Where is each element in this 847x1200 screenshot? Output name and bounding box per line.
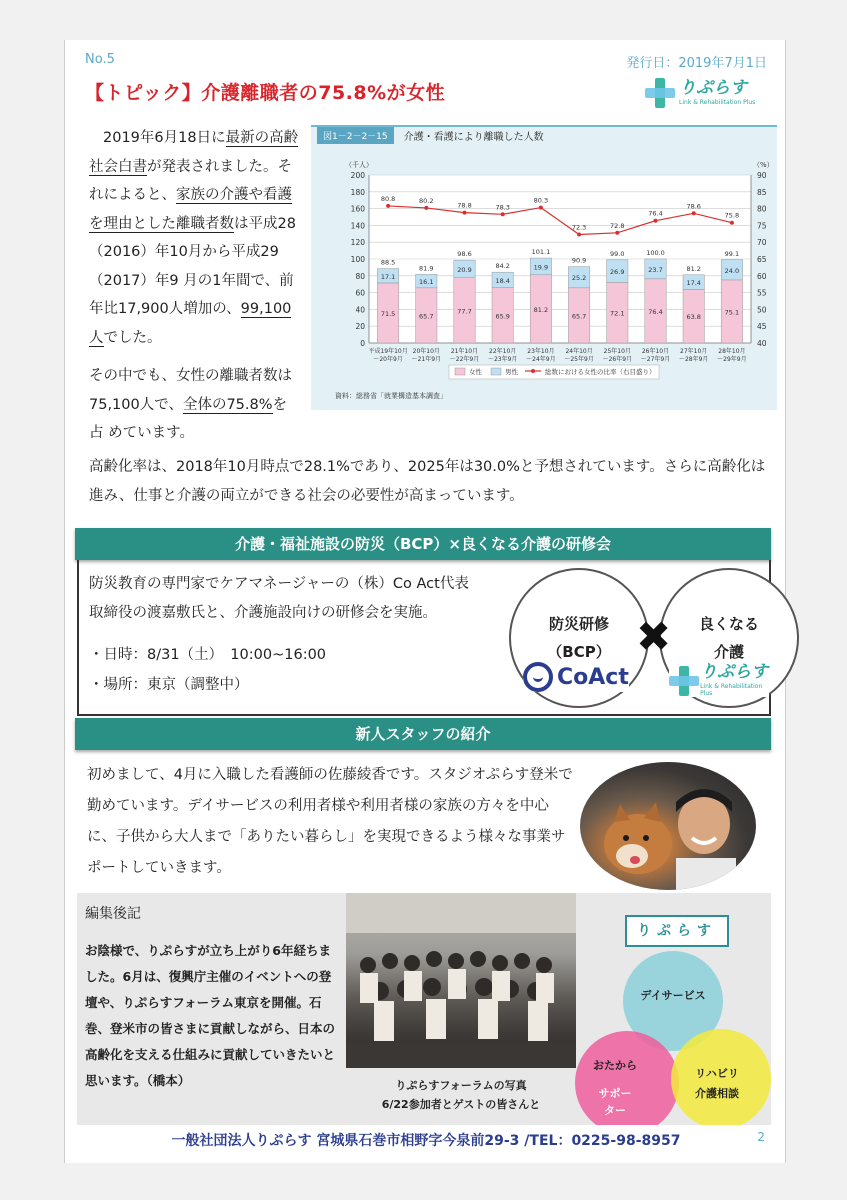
photo-caption-1: りぷらすフォーラムの写真 [395,1079,527,1092]
chart-ratio-point [386,204,390,208]
venn-label-rehab-1: リハビリ [695,1067,739,1080]
chart-x-tick-label: 23年10月 [527,348,555,355]
aging-rate-paragraph: 高齢化率は、2018年10月時点で28.1%であり、2025年は30.0%と予想されています。さらに高齢化は進み、仕事と介護の両立ができる社会の必要性が高まっています。 [89,459,766,504]
chart-ratio-label: 78.3 [495,203,510,212]
chart-figure [311,125,777,410]
bcp-details [89,640,326,700]
issue-number: No.5 [85,52,115,67]
chart-ratio-label: 72.8 [610,221,625,230]
chart-label-female: 76.4 [648,307,663,316]
chart-label-male: 25.2 [571,274,587,283]
chart-y2-tick-label: 45 [757,322,767,332]
chart-label-total: 88.5 [380,258,396,267]
intro-paragraph-1: 2019年6月18日に最新の高齢社会白書が発表されました。それによると、家族の介護や看護を理由とした離職者数は平成28（2016）年10月から平成29（2017）年9 月の1年間で、前年比17,900人増加の、99,100人でした。 [89,130,299,346]
chart-y2-tick-label: 70 [757,238,767,248]
footer-address: 一般社団法人りぷらす 宮城県石巻市相野字今泉前29-3 /TEL：0225-98-8957 [171,1133,681,1149]
chart-y2-tick-label: 60 [757,271,767,281]
chart-label-male: 23.7 [648,265,663,274]
chart-y2-tick-label: 55 [757,288,767,298]
chart-legend-ratio: 総数における女性の比率（右目盛り） [545,368,656,376]
logo-subtitle: Link & Rehabilitation Plus [679,99,756,106]
chart-ratio-point [577,232,581,236]
chart-y2-unit: （%） [753,161,774,169]
chart-label-total: 99.1 [724,249,740,258]
chart-ratio-point [654,219,658,223]
chart-y-tick-label: 20 [355,322,365,332]
chart-ratio-point [692,211,696,215]
chart-legend-marker-ratio [531,369,535,373]
chart-x-tick-label: ～29年9月 [717,356,747,363]
chart-x-tick-label: 28年10月 [718,348,746,355]
forum-group-photo [346,893,576,1068]
newsletter-page [64,40,786,1163]
chart-legend-female: 女性 [469,368,482,376]
bcp-section [77,560,771,716]
editor-note-section [77,893,771,1125]
chart-y2-tick-label: 65 [757,255,767,264]
chart-ratio-label: 80.3 [533,196,549,205]
chart-y2-tick-label: 85 [757,187,767,197]
chart-label-male: 26.9 [610,268,625,277]
cross-logo-icon [645,78,675,108]
chart-label-total: 90.9 [571,256,587,265]
chart-x-tick-label: ～24年9月 [526,356,556,363]
chart-label-male: 18.4 [495,276,510,285]
chart-label-male: 20.9 [457,265,472,274]
chart-y2-tick-label: 80 [757,204,767,214]
service-venn-diagram [565,949,771,1125]
venn-label-otakara-3: ター [604,1104,626,1117]
chart-label-male: 24.0 [724,266,740,275]
chart-ratio-point [463,211,467,215]
logo-name: りぷらす [679,78,747,98]
chart-label-total: 84.2 [495,262,510,271]
chart-y2-tick-label: 40 [757,339,767,348]
cross-mark-icon: ✖ [636,612,672,661]
chart-x-tick-label: ～28年9月 [678,356,709,363]
chart-label-female: 63.8 [686,313,701,322]
chart-legend-swatch-female [455,368,465,375]
chart-label-female: 77.7 [457,307,472,316]
chart-x-tick-label: 24年10月 [565,348,593,355]
chart-ratio-label: 75.8 [724,211,740,220]
venn-label-otakara-1: おたから [593,1059,637,1072]
coact-logo: CoAct [523,662,629,692]
chart-ratio-label: 72.3 [571,223,587,232]
chart-ratio-label: 78.6 [686,202,701,211]
ripuras-label-box: りぷらす [625,915,729,947]
chart-y-tick-label: 180 [350,187,365,197]
bcp-training-circle: 防災研修 （BCP） [509,568,649,708]
coact-smile-icon [523,662,553,692]
staff-photo-with-dog [580,762,756,890]
chart-label-female: 81.2 [533,305,549,314]
ripuras-logo-small: りぷらす Link & Rehabilitation Plus [669,664,769,697]
bcp-date: ・日時：8/31（土） 10:00~16:00 [89,647,327,663]
chart-x-tick-label: ～22年9月 [449,356,480,363]
chart-label-total: 100.0 [646,248,665,257]
chart-y-tick-label: 120 [350,238,365,248]
chart-label-male: 17.1 [380,272,396,281]
cross-logo-icon [669,666,696,696]
chart-source: 資料：総務省「就業構造基本調査」 [335,392,447,400]
chart-label-total: 81.2 [686,264,701,273]
chart-ratio-point [424,206,428,210]
bar-line-chart [311,125,777,410]
chart-y2-tick-label: 90 [757,171,767,180]
page-number: 2 [757,1130,765,1144]
chart-y-tick-label: 0 [360,339,365,348]
chart-label-total: 101.1 [531,248,551,257]
photo-caption-2: 6/22参加者とゲストの皆さんと [381,1098,541,1111]
chart-x-tick-label: 22年10月 [489,348,517,355]
chart-tag: 図1－2－2－15 [317,127,394,144]
chart-legend-swatch-male [491,368,501,375]
chart-label-male: 17.4 [686,279,701,288]
chart-label-female: 65.9 [495,312,510,321]
chart-y2-tick-label: 75 [757,221,767,231]
chart-label-male: 16.1 [419,278,434,287]
chart-x-tick-label: ～26年9月 [602,356,633,363]
bcp-description: 防災教育の専門家でケアマネージャーの（株）Co Act代表 取締役の渡嘉敷氏と、介護施設向けの研修会を実施。 [89,576,469,621]
chart-label-female: 65.7 [571,312,587,321]
chart-x-tick-label: ～20年9月 [373,356,403,363]
bcp-section-heading: 介護・福祉施設の防災（BCP）×良くなる介護の研修会 [75,528,771,560]
venn-label-rehab-2: 介護相談 [695,1087,739,1100]
chart-title: 介護・看護により離職した人数 [403,131,544,143]
chart-y-tick-label: 140 [350,221,365,231]
issue-date: 発行日：2019年7月1日 [626,56,767,71]
topic-title: 【トピック】介護離職者の75.8%が女性 [85,82,446,104]
chart-ratio-label: 76.4 [648,209,663,218]
ripuras-logo [645,78,755,108]
chart-y-tick-label: 160 [350,204,365,214]
chart-y2-tick-label: 50 [757,305,767,315]
chart-x-tick-label: 平成19年10月 [368,348,408,355]
bcp-place: ・場所：東京（調整中） [89,677,249,693]
chart-y-tick-label: 60 [355,288,365,298]
chart-x-tick-label: ～27年9月 [640,356,671,363]
chart-y-tick-label: 40 [355,305,365,315]
chart-label-female: 75.1 [724,308,740,317]
chart-ratio-point [539,206,543,210]
chart-x-tick-label: ～21年9月 [411,356,442,363]
staff-section-heading: 新人スタッフの紹介 [75,718,771,750]
chart-ratio-label: 80.2 [419,196,434,205]
chart-x-tick-label: ～23年9月 [487,356,518,363]
chart-label-female: 71.5 [380,309,396,318]
editor-note-title: 編集後記 [85,906,141,922]
editor-note-text: お陰様で、りぷらすが立ち上がり6年経ちました。6月は、復興庁主催のイベントへの登壇や、りぷらすフォーラム東京を開催。石巻、登米市の皆さまに貢献しながら、日本の高齢化を支える仕組みに貢献していきたいと思います。（橋本） [85,943,336,1088]
venn-label-otakara-2: サポー [598,1087,632,1100]
staff-introduction: 初めまして、4月に入職した看護師の佐藤綾香です。スタジオぷらす登米で勤めています。デイサービスの利用者様や利用者様の家族の方々を中心に、子供から大人まで「ありたい暮らし」を実現できるよう様々な事業サポートしていきます。 [87,767,573,876]
chart-x-tick-label: 26年10月 [641,348,670,355]
chart-ratio-point [501,212,505,216]
venn-label-day-service: デイサービス [640,989,706,1002]
chart-ratio-label: 80.8 [380,194,396,203]
chart-label-total: 98.6 [457,250,472,259]
chart-y-tick-label: 200 [350,171,365,180]
chart-x-tick-label: 27年10月 [680,348,708,355]
chart-label-total: 81.9 [419,264,434,273]
chart-ratio-point [615,231,619,235]
chart-y-tick-label: 100 [350,255,365,264]
intro-text [89,124,299,458]
chart-x-tick-label: 25年10月 [603,348,631,355]
chart-x-tick-label: ～25年9月 [564,356,594,363]
chart-label-female: 65.7 [419,312,434,321]
chart-label-male: 19.9 [533,263,549,272]
chart-ratio-label: 78.8 [457,201,472,210]
chart-y-unit: （千人） [345,161,373,169]
chart-legend-male: 男性 [505,368,518,376]
chart-label-female: 72.1 [610,309,625,318]
good-care-circle: 良くなる 介護 [659,568,799,708]
chart-label-total: 99.0 [610,249,625,258]
chart-x-tick-label: 21年10月 [450,348,479,355]
chart-ratio-point [730,221,734,225]
chart-y-tick-label: 80 [355,271,365,281]
chart-x-tick-label: 20年10月 [412,348,440,355]
intro-paragraph-2: その中でも、女性の離職者数は75,100人で、全体の75.8%を占 めています。 [89,368,292,441]
